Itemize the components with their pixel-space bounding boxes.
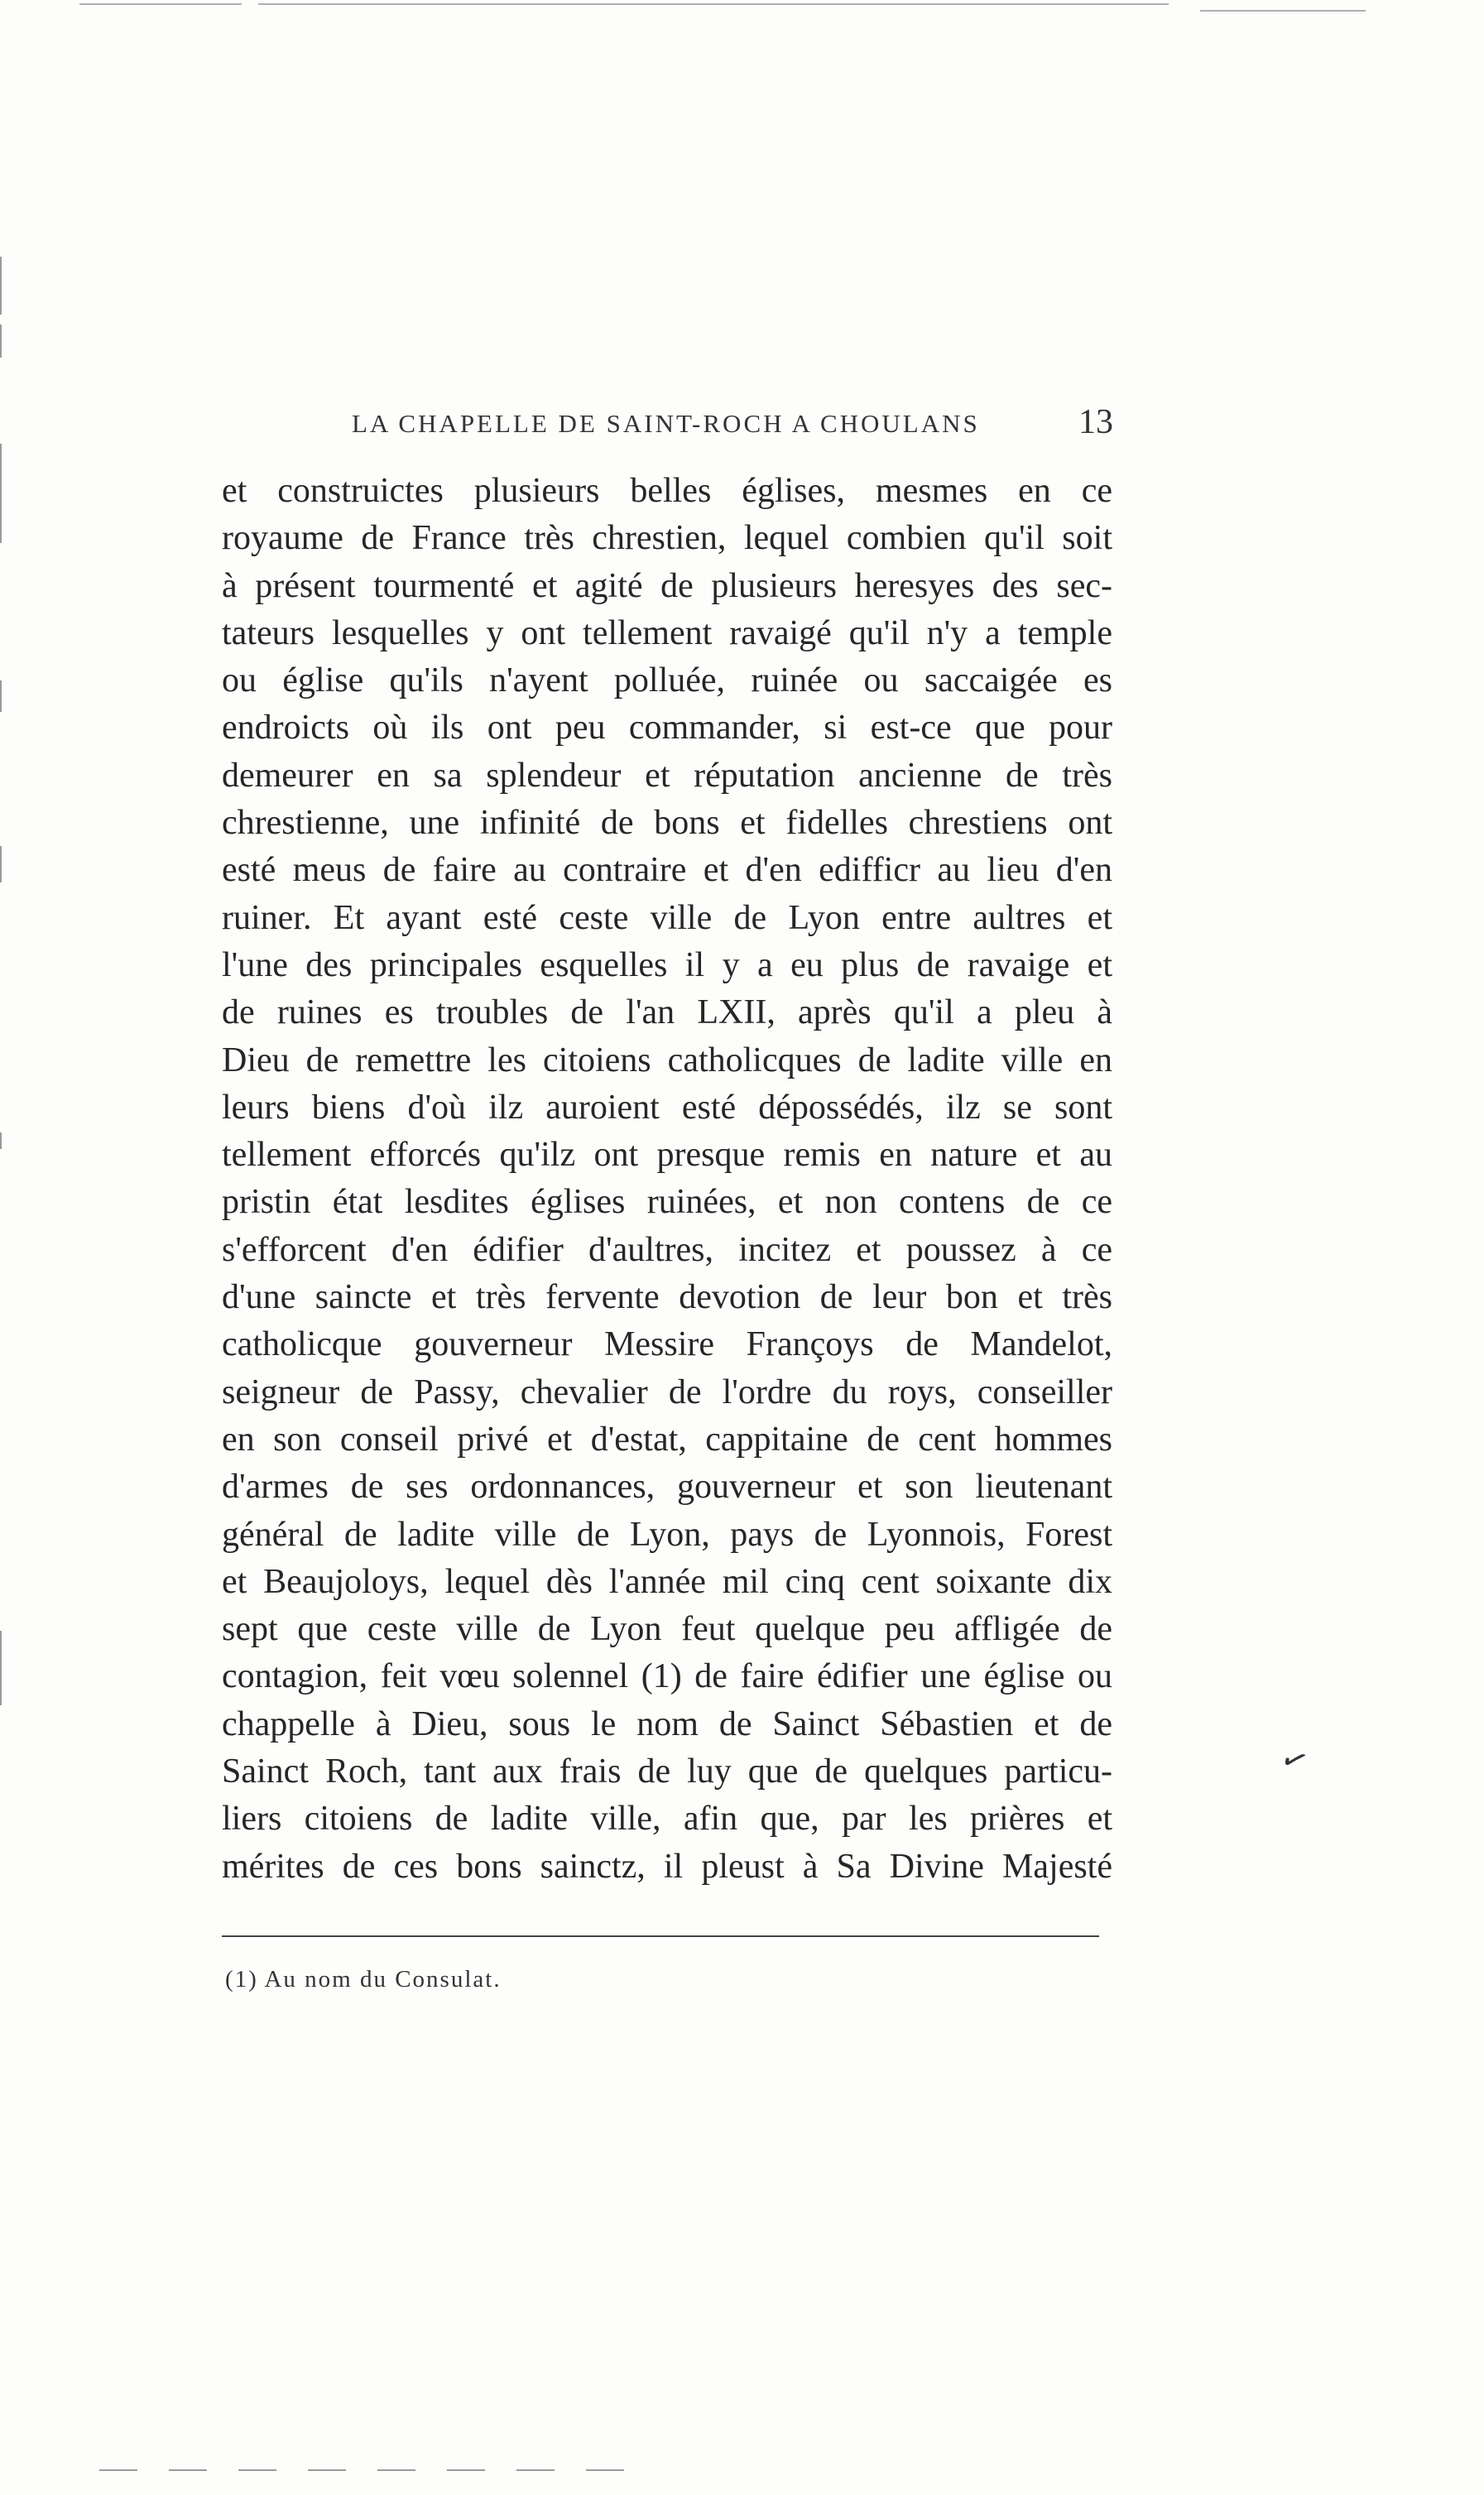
text-line: et construictes plusieurs belles églises, mesmes en ce bbox=[222, 472, 1112, 510]
scan-dash bbox=[99, 2469, 137, 2471]
text-line: chappelle à Dieu, sous le nom de Sainct Sébastien et de bbox=[222, 1704, 1112, 1743]
margin-pen-mark: ✓ bbox=[1275, 1739, 1314, 1782]
text-line: catholicque gouverneur Messire Françoys de Mandelot, bbox=[222, 1325, 1112, 1364]
body-text bbox=[222, 468, 1112, 1891]
top-scan-line-middle bbox=[258, 3, 1169, 5]
text-line: esté meus de faire au contraire et d'en edifficr au lieu d'en bbox=[222, 851, 1112, 890]
text-line: liers citoiens de ladite ville, afin que, par les prières et bbox=[222, 1800, 1112, 1839]
text-line: endroicts où ils ont peu commander, si est-ce que pour bbox=[222, 709, 1112, 748]
bottom-scan-dashes bbox=[99, 2469, 1341, 2473]
left-edge-mark bbox=[0, 257, 2, 315]
text-line: royaume de France très chrestien, lequel combien qu'il soit bbox=[222, 519, 1112, 558]
text-line: ou église qu'ils n'ayent polluée, ruinée ou saccaigée es bbox=[222, 661, 1112, 700]
text-line: Dieu de remettre les citoiens catholicques de ladite ville en bbox=[222, 1041, 1112, 1079]
page-number: 13 bbox=[1078, 403, 1113, 441]
text-line: à présent tourmenté et agité de plusieurs heresyes des sec- bbox=[222, 566, 1112, 605]
text-line: et Beaujoloys, lequel dès l'année mil cinq cent soixante dix bbox=[222, 1562, 1112, 1601]
text-line: de ruines es troubles de l'an LXII, après qu'il a pleu à bbox=[222, 993, 1112, 1032]
text-line: s'efforcent d'en édifier d'aultres, incitez et poussez à ce bbox=[222, 1230, 1112, 1269]
text-line: Sainct Roch, tant aux frais de luy que de quelques particu- bbox=[222, 1752, 1112, 1791]
footnote-divider bbox=[222, 1935, 1099, 1937]
text-line: ruiner. Et ayant esté ceste ville de Lyon entre aultres et bbox=[222, 898, 1112, 937]
text-line: leurs biens d'où ilz auroient esté dépossédés, ilz se sont bbox=[222, 1088, 1112, 1127]
scan-dash bbox=[238, 2469, 276, 2471]
left-edge-mark bbox=[0, 324, 2, 358]
text-line: général de ladite ville de Lyon, pays de Lyonnois, Forest bbox=[222, 1515, 1112, 1554]
text-line: demeurer en sa splendeur et réputation ancienne de très bbox=[222, 756, 1112, 795]
text-line: seigneur de Passy, chevalier de l'ordre du roys, conseiller bbox=[222, 1372, 1112, 1411]
scan-dash bbox=[586, 2469, 624, 2471]
header-title: LA CHAPELLE DE SAINT-ROCH A CHOULANS bbox=[352, 409, 980, 438]
top-scan-line-right bbox=[1200, 10, 1366, 12]
text-line: en son conseil privé et d'estat, cappitaine de cent hommes bbox=[222, 1420, 1112, 1459]
left-edge-mark bbox=[0, 444, 2, 543]
left-edge-mark bbox=[0, 1631, 2, 1705]
text-line: pristin état lesdites églises ruinées, et non contens de ce bbox=[222, 1183, 1112, 1222]
scan-dash bbox=[377, 2469, 415, 2471]
text-line: tellement efforcés qu'ilz ont presque remis en nature et au bbox=[222, 1136, 1112, 1175]
footnote: (1) Au nom du Consulat. bbox=[225, 1966, 502, 1993]
text-line: d'armes de ses ordonnances, gouverneur et son lieutenant bbox=[222, 1468, 1112, 1507]
left-edge-mark bbox=[0, 1132, 2, 1149]
scan-dash bbox=[169, 2469, 207, 2471]
text-line: tateurs lesquelles y ont tellement ravaigé qu'il n'y a temple bbox=[222, 613, 1112, 652]
text-line: d'une saincte et très fervente devotion de leur bon et très bbox=[222, 1278, 1112, 1317]
text-line: chrestienne, une infinité de bons et fidelles chrestiens ont bbox=[222, 804, 1112, 843]
scan-dash bbox=[516, 2469, 555, 2471]
running-header bbox=[352, 402, 1113, 452]
scan-dash bbox=[308, 2469, 346, 2471]
left-edge-mark bbox=[0, 680, 2, 712]
left-edge-mark bbox=[0, 846, 2, 882]
text-line: contagion, feit vœu solennel (1) de faire édifier une église ou bbox=[222, 1657, 1112, 1696]
text-line: l'une des principales esquelles il y a eu plus de ravaige et bbox=[222, 945, 1112, 984]
text-line: mérites de ces bons sainctz, il pleust à Sa Divine Majesté bbox=[222, 1847, 1112, 1886]
scan-dash bbox=[447, 2469, 485, 2471]
text-line: sept que ceste ville de Lyon feut quelque peu affligée de bbox=[222, 1610, 1112, 1649]
top-scan-line-left bbox=[79, 3, 242, 5]
